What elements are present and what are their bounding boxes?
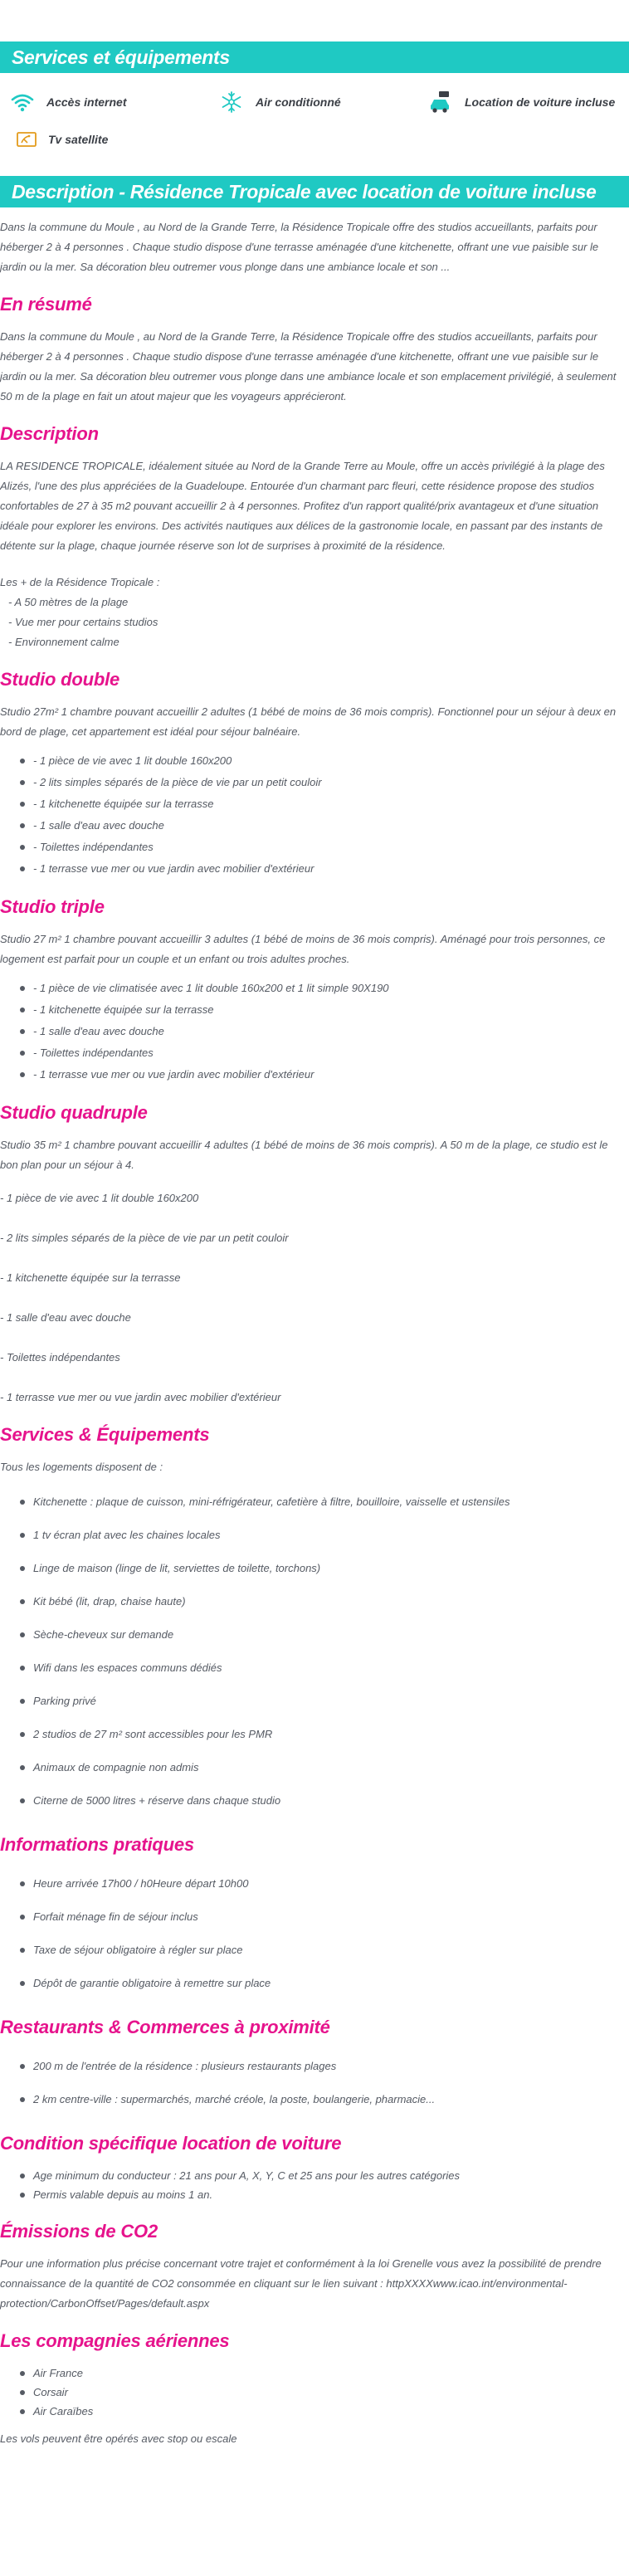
list-item: - 1 kitchenette équipée sur la terrasse: [0, 793, 629, 815]
list-item: Kit bébé (lit, drap, chaise haute): [0, 1585, 629, 1618]
list-item: 2 km centre-ville : supermarchés, marché créole, la poste, boulangerie, pharmacie...: [0, 2083, 629, 2116]
list-item: - 1 kitchenette équipée sur la terrasse: [0, 1271, 181, 1284]
list-item: - 1 pièce de vie climatisée avec 1 lit double 160x200 et 1 lit simple 90X190: [0, 978, 629, 999]
list-item: - 1 pièce de vie avec 1 lit double 160x200: [0, 750, 629, 772]
list-item: - Vue mer pour certains studios: [8, 616, 158, 628]
list-item: Permis valable depuis au moins 1 an.: [0, 2185, 629, 2204]
list-item: - 2 lits simples séparés de la pièce de vie par un petit couloir: [0, 1232, 289, 1244]
wifi-icon: [10, 90, 35, 115]
intro-text: Dans la commune du Moule , au Nord de la Grande Terre, la Résidence Tropicale offre des studios accueillants, parfaits pour héberger 2 à 4 personnes . Chaque studio dispose d'une terrasse aménagée d'une kitchenette, offrant une vue paisible sur le jardin ou la mer. Sa décoration bleu outremer vous plonge dans une ambiance locale et son ...: [0, 221, 599, 273]
condition-list: [0, 2166, 629, 2204]
list-item: - 1 kitchenette équipée sur la terrasse: [0, 999, 629, 1021]
list-item: Corsair: [0, 2383, 629, 2402]
studio-double-heading: Studio double: [0, 669, 120, 690]
residence-plus-title: Les + de la Résidence Tropicale :: [0, 576, 160, 588]
list-item: Sèche-cheveux sur demande: [0, 1618, 629, 1651]
amenity-label: Location de voiture incluse: [465, 95, 616, 109]
description-banner: Description - Résidence Tropicale avec location de voiture incluse: [0, 176, 629, 207]
infos-list: [0, 1867, 629, 2000]
list-item: - 1 salle d'eau avec douche: [0, 1311, 131, 1324]
condition-heading: Condition spécifique location de voiture: [0, 2133, 342, 2154]
list-item: Age minimum du conducteur : 21 ans pour A, X, Y, C et 25 ans pour les autres catégories: [0, 2166, 629, 2185]
list-item: Taxe de séjour obligatoire à régler sur place: [0, 1934, 629, 1967]
studio-triple-text: Studio 27 m² 1 chambre pouvant accueillir 3 adultes (1 bébé de moins de 36 mois compris). Aménagé pour trois personnes, ce logement est parfait pour un couple et un enfant ou trois adultes proches.: [0, 933, 606, 965]
description-text: LA RESIDENCE TROPICALE, idéalement située au Nord de la Grande Terre au Moule, offre un accès privilégié à la plage des Alizés, l'une des plus appréciées de la Guadeloupe. Entourée d'un charmant parc fleuri, cette résidence propose des studios confortables de 27 à 35 m2 pouvant accueillir 2 à 4 personnes. Profitez d'un rapport qualité/prix avantageux et d'une situation idéale pour explorer les environs. Des activités nautiques aux délices de la gastronomie locale, en passant par des instants de détente sur la plage, chaque journée réserve son lot de surprises à proximité de la résidence.: [0, 460, 605, 552]
amenity-label: Air conditionné: [256, 95, 341, 109]
studio-quadruple-text: Studio 35 m² 1 chambre pouvant accueillir 4 adultes (1 bébé de moins de 36 mois compris). A 50 m de la plage, ce studio est le bon plan pour un séjour à 4.: [0, 1139, 608, 1171]
amenities-list: [0, 73, 629, 156]
co2-heading: Émissions de CO2: [0, 2221, 158, 2242]
co2-text: Pour une information plus précise concernant votre trajet et conformément à la loi Grenelle vous avez la possibilité de prendre connaissance de la quantité de CO2 consommée en cliquant sur le lien suivant : httpXXXXwww.icao.int/environmental-protection/CarbonOffset/Pages/default.aspx: [0, 2257, 602, 2310]
list-item: - 1 terrasse vue mer ou vue jardin avec mobilier d'extérieur: [0, 1391, 281, 1403]
snowflake-icon: [219, 90, 244, 115]
studio-triple-list: [0, 978, 629, 1086]
amenity-internet: [10, 90, 126, 115]
restaurants-list: [0, 2050, 629, 2116]
list-item: Heure arrivée 17h00 / h0Heure départ 10h00: [0, 1867, 629, 1900]
list-item: Wifi dans les espaces communs dédiés: [0, 1651, 629, 1685]
list-item: Citerne de 5000 litres + réserve dans chaque studio: [0, 1784, 629, 1817]
list-item: - Environnement calme: [8, 636, 119, 648]
amenity-satellite-tv: [17, 129, 108, 149]
infos-heading: Informations pratiques: [0, 1834, 194, 1855]
list-item: - 1 terrasse vue mer ou vue jardin avec mobilier d'extérieur: [0, 858, 629, 880]
list-item: - 1 pièce de vie avec 1 lit double 160x200: [0, 1192, 199, 1204]
airlines-list: [0, 2364, 629, 2421]
list-item: Kitchenette : plaque de cuisson, mini-réfrigérateur, cafetière à filtre, bouilloire, vaisselle et ustensiles: [0, 1486, 629, 1519]
list-item: - 2 lits simples séparés de la pièce de vie par un petit couloir: [0, 772, 629, 793]
list-item: Dépôt de garantie obligatoire à remettre sur place: [0, 1967, 629, 2000]
amenity-label: Tv satellite: [48, 133, 109, 146]
list-item: Animaux de compagnie non admis: [0, 1751, 629, 1784]
list-item: 2 studios de 27 m² sont accessibles pour les PMR: [0, 1718, 629, 1751]
list-item: Forfait ménage fin de séjour inclus: [0, 1900, 629, 1934]
amenity-air-conditioning: [219, 90, 341, 115]
car-rental-icon: [428, 90, 453, 115]
studio-triple-heading: Studio triple: [0, 896, 105, 917]
studio-double-text: Studio 27m² 1 chambre pouvant accueillir 2 adultes (1 bébé de moins de 36 mois compris). Fonctionnel pour un séjour à deux en bord de plage, cet appartement est idéal pour séjour balnéaire.: [0, 705, 617, 738]
list-item: Parking privé: [0, 1685, 629, 1718]
list-item: - A 50 mètres de la plage: [8, 596, 129, 608]
services-heading: Services & Équipements: [0, 1424, 210, 1445]
list-item: - 1 salle d'eau avec douche: [0, 815, 629, 837]
resume-heading: En résumé: [0, 294, 92, 315]
list-item: Linge de maison (linge de lit, serviettes de toilette, torchons): [0, 1552, 629, 1585]
services-list: [0, 1486, 629, 1817]
list-item: - Toilettes indépendantes: [0, 837, 629, 858]
airlines-heading: Les compagnies aériennes: [0, 2330, 230, 2351]
list-item: - Toilettes indépendantes: [0, 1042, 629, 1064]
satellite-tv-icon: [17, 129, 37, 149]
list-item: 200 m de l'entrée de la résidence : plusieurs restaurants plages: [0, 2050, 629, 2083]
studio-quadruple-heading: Studio quadruple: [0, 1102, 148, 1123]
studio-quadruple-list: [0, 1188, 629, 1408]
list-item: 1 tv écran plat avec les chaines locales: [0, 1519, 629, 1552]
description-heading: Description: [0, 423, 99, 444]
airlines-note: Les vols peuvent être opérés avec stop ou escale: [0, 2432, 237, 2445]
amenity-label: Accès internet: [46, 95, 127, 109]
services-banner: Services et équipements: [0, 41, 629, 73]
amenity-car-rental: [428, 90, 615, 115]
resume-text: Dans la commune du Moule , au Nord de la Grande Terre, la Résidence Tropicale offre des studios accueillants, parfaits pour héberger 2 à 4 personnes . Chaque studio dispose d'une terrasse aménagée d'une kitchenette, offrant une vue paisible sur le jardin ou la mer. Sa décoration bleu outremer vous plonge dans une ambiance locale et son emplacement privilégié, à seulement 50 m de la plage en fait un atout majeur que les voyageurs apprécieront.: [0, 330, 617, 402]
list-item: - Toilettes indépendantes: [0, 1351, 120, 1364]
list-item: Air Caraïbes: [0, 2402, 629, 2421]
residence-plus-list: [0, 573, 629, 652]
services-intro: Tous les logements disposent de :: [0, 1461, 163, 1473]
restaurants-heading: Restaurants & Commerces à proximité: [0, 2017, 330, 2037]
studio-double-list: [0, 750, 629, 880]
list-item: - 1 salle d'eau avec douche: [0, 1021, 629, 1042]
list-item: Air France: [0, 2364, 629, 2383]
list-item: - 1 terrasse vue mer ou vue jardin avec mobilier d'extérieur: [0, 1064, 629, 1086]
